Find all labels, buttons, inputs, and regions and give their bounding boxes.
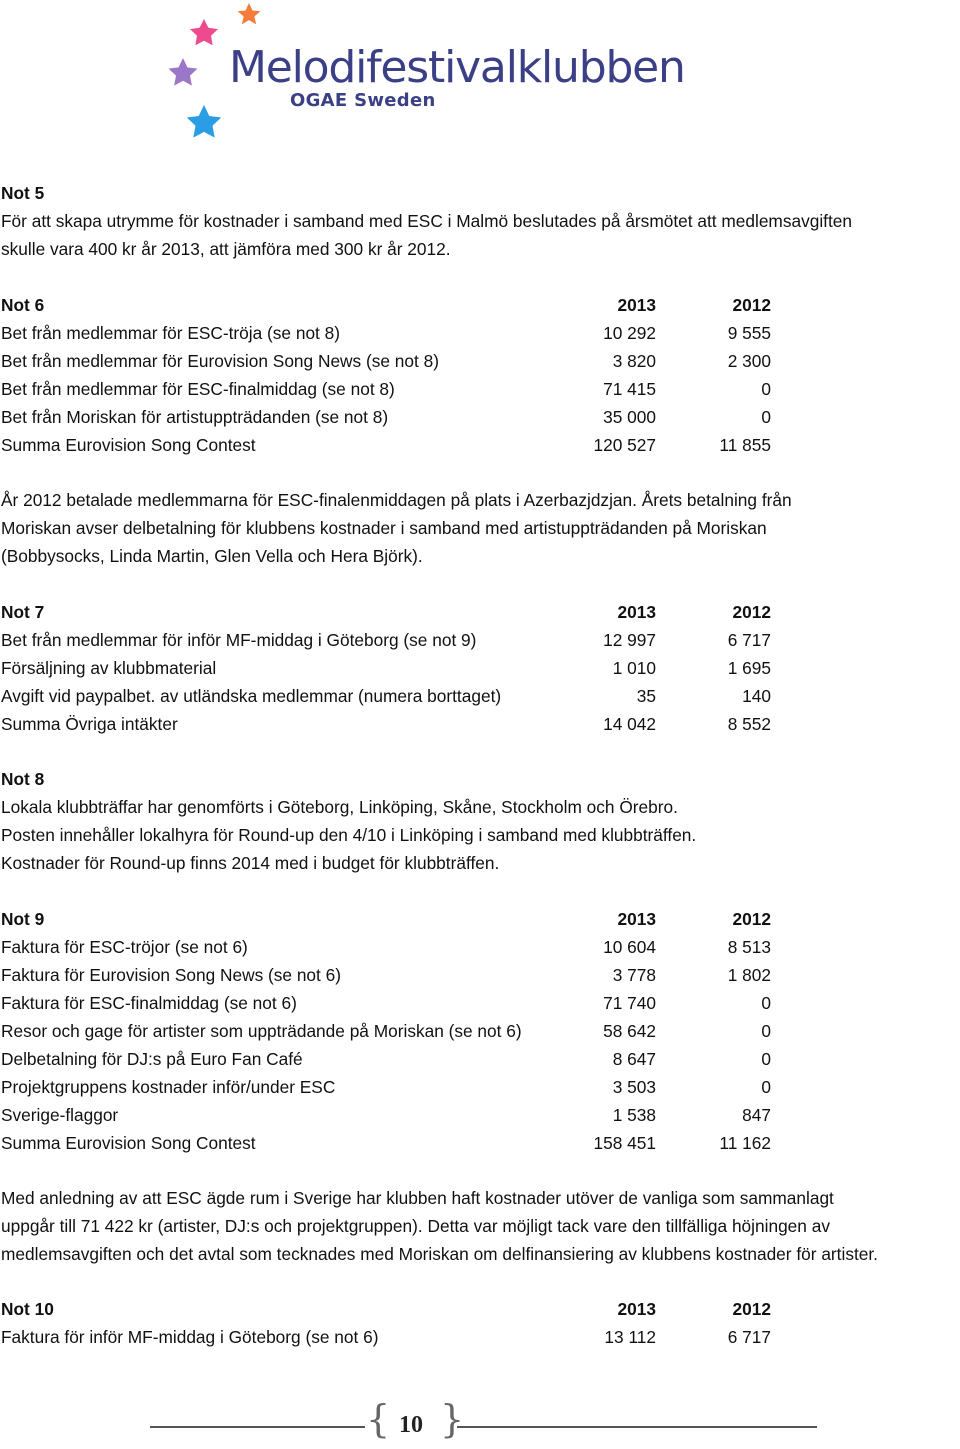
row-label: Resor och gage för artister som uppträdande på Moriskan (se not 6) — [1, 1021, 522, 1041]
table-row-total — [1, 710, 781, 738]
not6-note-line-3: (Bobbysocks, Linda Martin, Glen Vella och Hera Björk). — [1, 546, 423, 566]
row-label: Sverige-flaggor — [1, 1105, 119, 1125]
not9-note-line-1: Med anledning av att ESC ägde rum i Sverige har klubben haft kostnader utöver de vanliga som sammanlagt — [1, 1188, 834, 1208]
table-row — [1, 403, 781, 431]
value-2012: 0 — [761, 993, 771, 1013]
table-row — [1, 933, 781, 961]
value-2013: 158 451 — [593, 1133, 656, 1153]
value-2012: 9 555 — [727, 323, 771, 343]
col-2013-header: 2013 — [617, 602, 656, 622]
value-2012: 2 300 — [727, 351, 771, 371]
value-2012: 0 — [761, 407, 771, 427]
value-2013: 1 010 — [612, 658, 656, 678]
star-purple-icon — [169, 58, 198, 86]
footer-rule-right — [457, 1426, 817, 1428]
row-label: Faktura för ESC-finalmiddag (se not 6) — [1, 993, 297, 1013]
table-row — [1, 961, 781, 989]
value-2012: 1 802 — [727, 965, 771, 985]
table-row — [1, 654, 781, 682]
col-2013-header: 2013 — [617, 909, 656, 929]
value-2012: 0 — [761, 1049, 771, 1069]
row-label: Bet från medlemmar för ESC-tröja (se not 8) — [1, 323, 341, 343]
footer-brace-left: { — [366, 1397, 391, 1441]
page-number: 10 — [399, 1412, 423, 1438]
not8-text-line-3: Kostnader för Round-up finns 2014 med i budget för klubbträffen. — [1, 853, 500, 873]
row-label: Bet från medlemmar för inför MF-middag i Göteborg (se not 9) — [1, 630, 477, 650]
value-2012: 0 — [761, 1077, 771, 1097]
star-orange-icon — [238, 3, 261, 24]
table-row-total — [1, 1129, 781, 1157]
value-2013: 3 778 — [612, 965, 656, 985]
col-2012-header: 2012 — [732, 602, 771, 622]
row-label: Försäljning av klubbmaterial — [1, 658, 217, 678]
value-2012: 847 — [742, 1105, 771, 1125]
row-label: Projektgruppens kostnader inför/under ESC — [1, 1077, 336, 1097]
row-label: Faktura för Eurovision Song News (se not 6) — [1, 965, 342, 985]
not7-heading: Not 7 — [1, 602, 45, 622]
table-row — [1, 682, 781, 710]
brand-title: Melodifestivalklubben — [229, 42, 685, 93]
value-2013: 1 538 — [612, 1105, 656, 1125]
table-row — [1, 1101, 781, 1129]
table-row — [1, 347, 781, 375]
table-row — [1, 1017, 781, 1045]
table-row — [1, 1323, 781, 1351]
value-2012: 140 — [742, 686, 771, 706]
value-2013: 71 740 — [603, 993, 656, 1013]
not9-header-row — [1, 905, 781, 933]
col-2012-header: 2012 — [732, 295, 771, 315]
value-2012: 11 855 — [719, 435, 771, 455]
value-2012: 8 552 — [727, 714, 771, 734]
not8-text-line-1: Lokala klubbträffar har genomförts i Göteborg, Linköping, Skåne, Stockholm och Örebro. — [1, 797, 678, 817]
value-2012: 1 695 — [727, 658, 771, 678]
row-label: Summa Eurovision Song Contest — [1, 1133, 256, 1153]
value-2012: 11 162 — [719, 1133, 771, 1153]
row-label: Summa Övriga intäkter — [1, 714, 178, 734]
value-2012: 0 — [761, 1021, 771, 1041]
table-row — [1, 626, 781, 654]
star-blue-icon — [187, 105, 221, 138]
value-2012: 6 717 — [727, 1327, 771, 1347]
not9-heading: Not 9 — [1, 909, 45, 929]
not5-heading: Not 5 — [1, 183, 45, 203]
value-2013: 10 292 — [603, 323, 656, 343]
row-label: Faktura för ESC-tröjor (se not 6) — [1, 937, 248, 957]
col-2013-header: 2013 — [617, 295, 656, 315]
table-row — [1, 1073, 781, 1101]
row-label: Bet från medlemmar för Eurovision Song News (se not 8) — [1, 351, 439, 371]
not8-text-line-2: Posten innehåller lokalhyra för Round-up den 4/10 i Linköping i samband med klubbträffen. — [1, 825, 697, 845]
value-2013: 35 — [636, 686, 656, 706]
row-label: Bet från Moriskan för artistuppträdanden (se not 8) — [1, 407, 389, 427]
col-2012-header: 2012 — [732, 1299, 771, 1319]
value-2013: 10 604 — [603, 937, 656, 957]
value-2013: 8 647 — [612, 1049, 656, 1069]
star-pink-icon — [190, 19, 218, 45]
not7-header-row — [1, 598, 781, 626]
value-2013: 12 997 — [603, 630, 656, 650]
value-2013: 58 642 — [603, 1021, 656, 1041]
value-2013: 120 527 — [593, 435, 656, 455]
value-2013: 71 415 — [603, 379, 656, 399]
row-label: Delbetalning för DJ:s på Euro Fan Café — [1, 1049, 303, 1069]
row-label: Bet från medlemmar för ESC-finalmiddag (se not 8) — [1, 379, 395, 399]
not10-heading: Not 10 — [1, 1299, 54, 1319]
table-row — [1, 1045, 781, 1073]
not8-heading: Not 8 — [1, 769, 45, 789]
row-label: Faktura för inför MF-middag i Göteborg (se not 6) — [1, 1327, 379, 1347]
value-2013: 14 042 — [603, 714, 656, 734]
value-2013: 3 503 — [612, 1077, 656, 1097]
footer-rule-left — [150, 1426, 365, 1428]
value-2013: 13 112 — [604, 1327, 656, 1347]
value-2013: 35 000 — [603, 407, 656, 427]
brand-subtitle: OGAE Sweden — [290, 90, 436, 111]
not5-text-line-2: skulle vara 400 kr år 2013, att jämföra med 300 kr år 2012. — [1, 239, 451, 259]
table-row — [1, 319, 781, 347]
table-row-total — [1, 431, 781, 459]
value-2013: 3 820 — [612, 351, 656, 371]
row-label: Summa Eurovision Song Contest — [1, 435, 256, 455]
not6-header-row — [1, 291, 781, 319]
not6-note-line-2: Moriskan avser delbetalning för klubbens kostnader i samband med artistuppträdanden på Moriskan — [1, 518, 767, 538]
not6-note-line-1: År 2012 betalade medlemmarna för ESC-finalenmiddagen på plats i Azerbazjdzjan. Årets betalning från — [1, 490, 792, 510]
not5-text-line-1: För att skapa utrymme för kostnader i samband med ESC i Malmö beslutades på årsmötet att medlemsavgiften — [1, 211, 852, 231]
footer-brace-right: } — [440, 1397, 465, 1441]
not6-heading: Not 6 — [1, 295, 45, 315]
not9-note-line-2: uppgår till 71 422 kr (artister, DJ:s och projektgruppen). Detta var möjligt tack vare den tillfälliga höjningen av — [1, 1216, 830, 1236]
value-2012: 6 717 — [727, 630, 771, 650]
value-2012: 0 — [761, 379, 771, 399]
table-row — [1, 989, 781, 1017]
table-row — [1, 375, 781, 403]
row-label: Avgift vid paypalbet. av utländska medlemmar (numera borttaget) — [1, 686, 502, 706]
not9-note-line-3: medlemsavgiften och det avtal som tecknades med Moriskan om delfinansiering av klubbens kostnader för artister. — [1, 1244, 878, 1264]
col-2012-header: 2012 — [732, 909, 771, 929]
value-2012: 8 513 — [727, 937, 771, 957]
not10-header-row — [1, 1295, 781, 1323]
col-2013-header: 2013 — [617, 1299, 656, 1319]
